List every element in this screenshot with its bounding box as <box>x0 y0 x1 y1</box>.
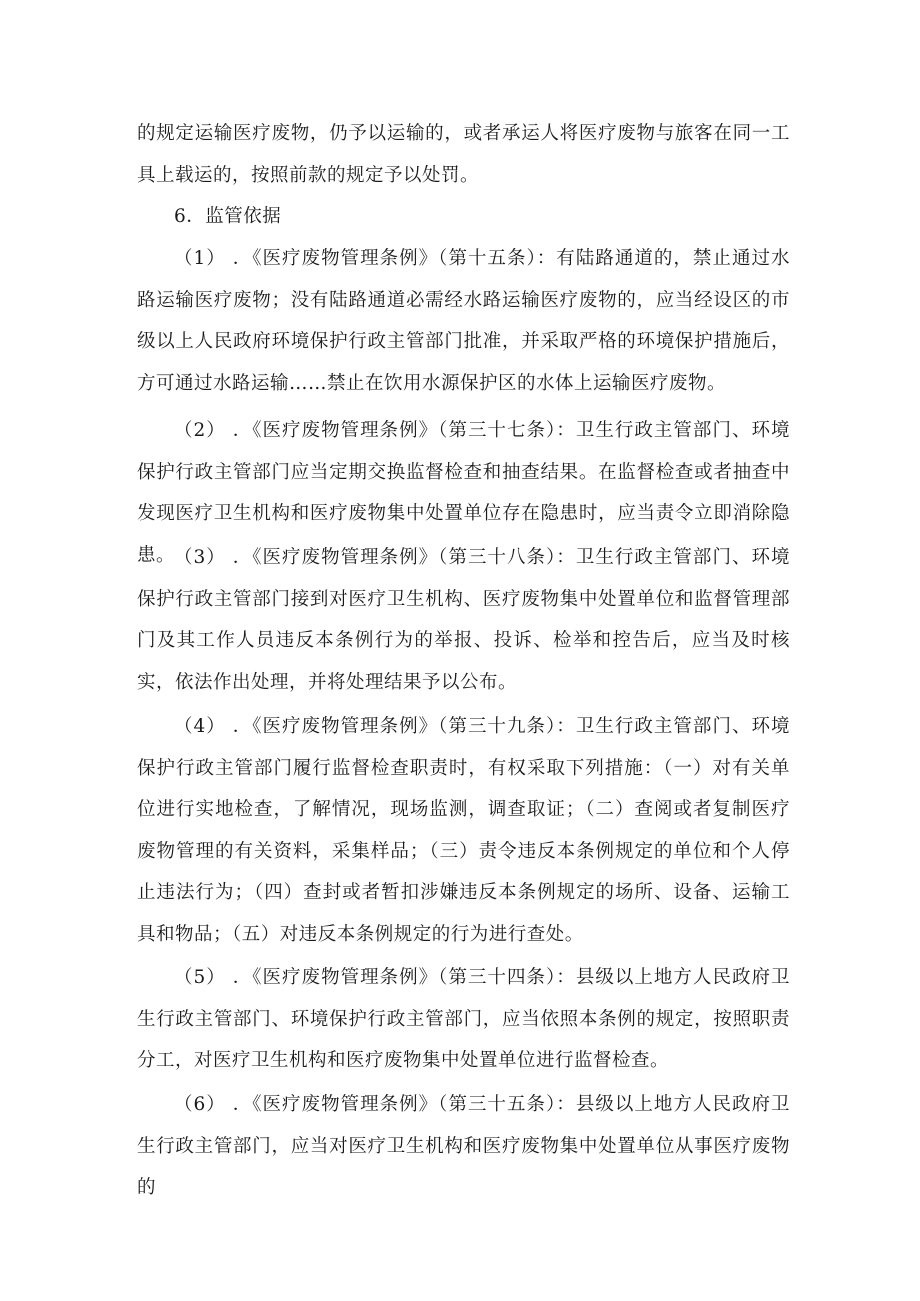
regulation-item-4: （4） ．《医疗废物管理条例》（第三十九条）：卫生行政主管部门、环境保护行政主管部门履行监督检查职责时，有权采取下列措施：（一）对有关单位进行实地检查，了解情况，现场监测，调查取证；（二）查阅或者复制医疗废物管理的有关资料，采集样品；（三）责令违反本条例规定的单位和个人停止违法行为；（四）查封或者暂扣涉嫌违反本条例规定的场所、设备、运输工具和物品；（五）对违反本条例规定的行为进行查处。 <box>137 716 790 945</box>
regulation-item-3: （3） ．《医疗废物管理条例》（第三十八条）：卫生行政主管部门、环境保护行政主管部门接到对医疗卫生机构、医疗废物集中处置单位和监督管理部门及其工作人员违反本条例行为的举报、投诉、检举和控告后，应当及时核实，依法作出处理，并将处理结果予以公布。 <box>137 547 790 693</box>
regulation-item-5: （5） ．《医疗废物管理条例》（第三十四条）：县级以上地方人民政府卫生行政主管部门、环境保护行政主管部门，应当依照本条例的规定，按照职责分工，对医疗卫生机构和医疗废物集中处置单位进行监督检查。 <box>137 967 790 1072</box>
section-heading: 6．监管依据 <box>174 206 282 227</box>
regulation-item-2: （2） ．《医疗废物管理条例》（第三十七条）：卫生行政主管部门、环境保护行政主管部门应当定期交换监督检查和抽查结果。在监督检查或者抽查中发现医疗卫生机构和医疗废物集中处置单位存在隐患时，应当责令立即消除隐患。 <box>137 420 790 566</box>
regulation-item-6: （6） ．《医疗废物管理条例》（第三十五条）：县级以上地方人民政府卫生行政主管部门，应当对医疗卫生机构和医疗废物集中处置单位从事医疗废物的 <box>137 1094 790 1199</box>
continuation-paragraph: 的规定运输医疗废物，仍予以运输的，或者承运人将医疗废物与旅客在同一工具上载运的，按照前款的规定予以处罚。 <box>137 123 790 186</box>
regulation-item-1: （1） ．《医疗废物管理条例》（第十五条）：有陆路通道的，禁止通过水路运输医疗废物；没有陆路通道必需经水路运输医疗废物的，应当经设区的市级以上人民政府环境保护行政主管部门批准，并采取严格的环境保护措施后，方可通过水路运输……禁止在饮用水源保护区的水体上运输医疗废物。 <box>137 248 790 394</box>
